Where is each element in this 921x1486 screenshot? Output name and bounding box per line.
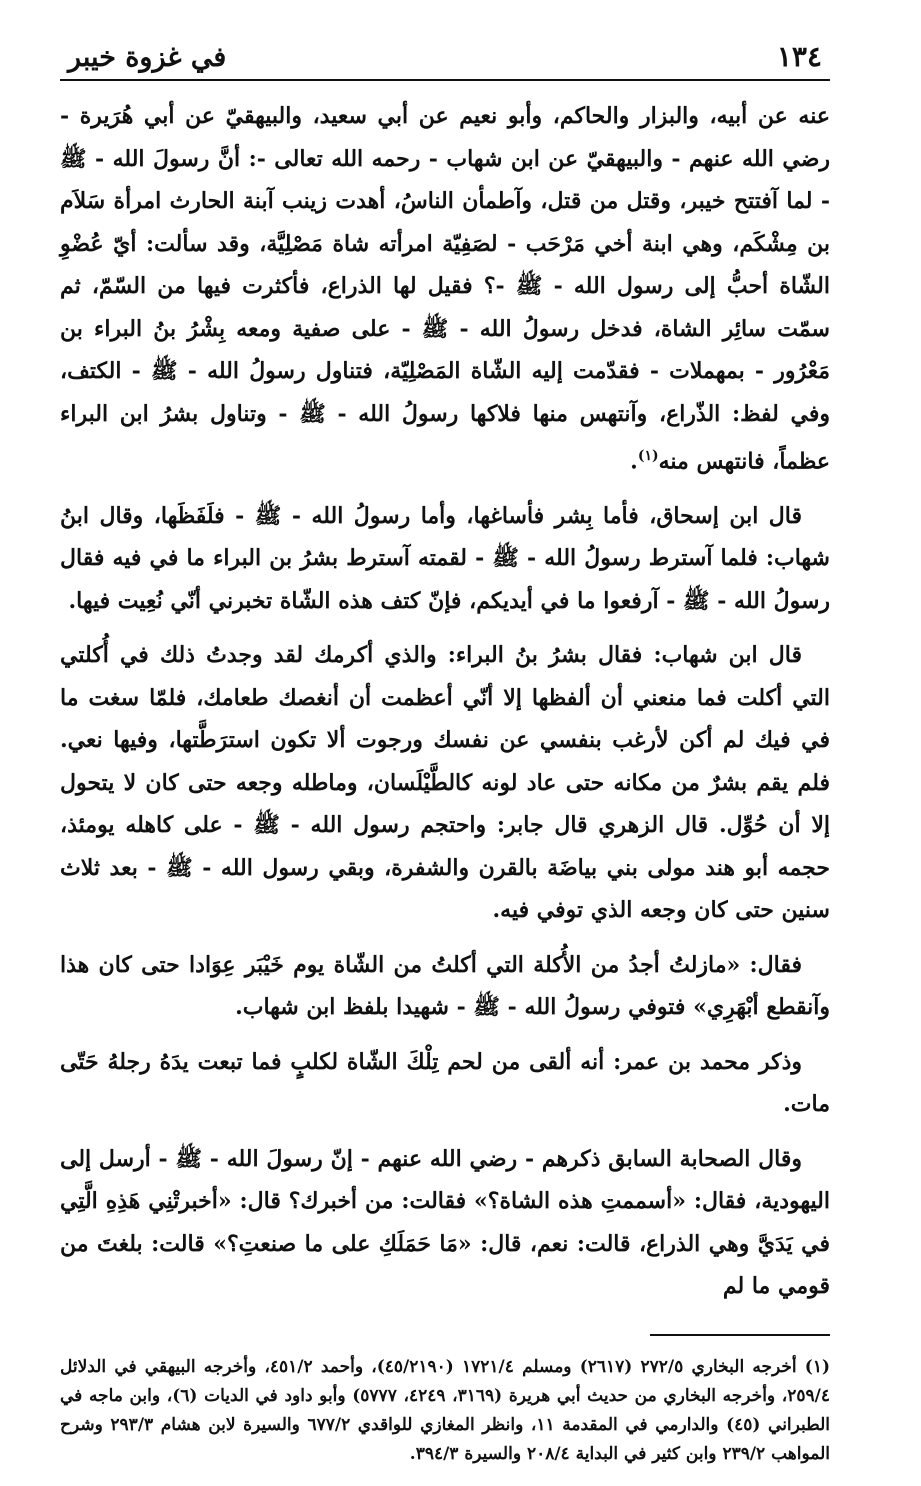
paragraph-6: وقال الصحابة السابق ذكرهم - رضي الله عنهم - إنّ رسولَ الله - ﷺ - أرسل إلى اليهودية، فقال: «أسممتِ هذه الشاة؟» فقالت: من أخبرك؟ قال: «أخبرتْنِي هَذِهِ الَّتِي في يَدَيَّ وهي الذراع، قالت: نعم، قال: «مَا حَمَلَكِ على ما صنعتِ؟» قالت: بلغتَ من قومي ما لم xyxy=(60,1145,830,1300)
footnote-reference: (١) xyxy=(637,448,659,464)
footnote: (١) أخرجه البخاري ٢٧٢/٥ (٢٦١٧) ومسلم ١٧٢١/٤ (٤٥/٢١٩٠)، وأحمد ٤٥١/٢، وأخرجه البيهقي في الدلائل ٢٥٩/٤، وأخرجه البخاري من حديث أبي هريرة (٣١٦٩، ٤٢٤٩، ٥٧٧٧) وأبو داود في الديات (٦)، وابن ماجه في الطبراني (٤٥) والدارمي في المقدمة ١١، وانظر المغازي للواقدي ٦٧٧/٢ والسيرة لابن هشام ٢٩٣/٣ وشرح المواهب ٢٣٩/٢ وابن كثير في البداية ٢٠٨/٤ والسيرة ٣٩٤/٣. xyxy=(60,1356,831,1464)
paragraph-1-text: عنه عن أبيه، والبزار والحاكم، وأبو نعيم عن أبي سعيد، والبيهقيّ عن أبي هُرَيرة - رضي الله عنهم - والبيهقيّ عن ابن شهاب - رحمه الله تعالى -: أنَّ رسولَ الله - ﷺ - لما آفتتح خيبر، وقتل من قتل، وآطمأن الناسُ، أهدت زينب آبنة الحارث امرأة سَلاَم بن مِشْكَم، وهي ابنة أخي مَرْحَب - لصَفِيّة امرأته شاة مَصْلِيَّة، وقد سألت: أيّ عُضْوِ الشّاة أحبُّ إلى رسول الله - ﷺ -؟ فقيل لها الذراع، فأكثرت فيها من السّمّ، ثم سمّت سائِر الشاة، فدخل رسولُ الله - ﷺ - على صفية ومعه بِشْرُ بنُ البراء بن مَعْرُور - بمهملات - فقدّمت إليه الشّاة المَصْلِيّة، فتناول رسولُ الله - ﷺ - الكتف، وفي لفظ: الذّراع، وآنتهس منها فلاكها رسولُ الله - ﷺ - وتناول بشرُ ابن البراء عظماً، فانتهس منه xyxy=(60,103,830,475)
page-header xyxy=(60,40,830,81)
footnote-separator xyxy=(650,1334,830,1336)
main-text xyxy=(60,95,830,1308)
paragraph-3: قال ابن شهاب: فقال بشرُ بنُ البراء: والذي أكرمك لقد وجدتُ ذلك في أُكلتي التي أكلت فما منعني أن ألفظها إلا أنّي أعظمت أن أنغصك طعامك، فلمّا سغت ما في فيك لم أكن لأرغب بنفسي عن نفسك ورجوت ألا تكون استرَطَّتها، وفيها نعي. فلم يقم بشرٌ من مكانه حتى عاد لونه كالطَّيْلَسان، وماطله وجعه حتى كان لا يتحول إلا أن حُوِّل. قال الزهري قال جابر: واحتجم رسول الله - ﷺ - على كاهله يومئذ، حجمه أبو هند مولى بني بياضَة بالقرن والشفرة، وبقي رسول الله - ﷺ - بعد ثلاث سنين حتى كان وجعه الذي توفي فيه. xyxy=(60,642,830,924)
book-page xyxy=(60,40,830,1486)
paragraph-2: قال ابن إسحاق، فأما بِشر فأساغها، وأما رسولُ الله - ﷺ - فلَفَظَها، وقال ابنُ شهاب: فلما آسترط رسولُ الله - ﷺ - لقمته آسترط بشرُ بن البراء ما في فيه فقال رسولُ الله - ﷺ - آرفعوا ما في أيديكم، فإنّ كتف هذه الشّاة تخبرني أنّي نُعِيت فيها. xyxy=(60,502,830,614)
page-number: ١٣٤ xyxy=(776,40,822,73)
paragraph-4: فقال: «مازلتُ أجدُ من الأُكلة التي أكلتُ من الشّاة يوم خَيْبَر عِوَادا حتى كان هذا وآنقطع أبْهَرِي» فتوفي رسولُ الله - ﷺ - شهيدا بلفظ ابن شهاب. xyxy=(60,951,830,1021)
paragraph-5: وذكر محمد بن عمر: أنه ألقى من لحم تِلْكَ الشّاة لكلبٍ فما تبعت يدَهُ رجلهُ حَتّى مات. xyxy=(60,1048,830,1118)
paragraph-1: عنه عن أبيه، والبزار والحاكم، وأبو نعيم عن أبي سعيد، والبيهقيّ عن أبي هُرَيرة - رضي الله عنهم - والبيهقيّ عن ابن شهاب - رحمه الله تعالى -: أنَّ رسولَ الله - ﷺ - لما آفتتح خيبر، وقتل من قتل، وآطمأن الناسُ، أهدت زينب آبنة الحارث امرأة سَلاَم بن مِشْكَم، وهي ابنة أخي مَرْحَب - لصَفِيّة امرأته شاة مَصْلِيَّة، وقد سألت: أيّ عُضْوِ الشّاة أحبُّ إلى رسول الله - ﷺ -؟ فقيل لها الذراع، فأكثرت فيها من السّمّ، ثم سمّت سائِر الشاة، فدخل رسولُ الله - ﷺ - على صفية ومعه بِشْرُ بنُ البراء بن مَعْرُور - بمهملات - فقدّمت إليه الشّاة المَصْلِيّة، فتناول رسولُ الله - ﷺ - الكتف، وفي لفظ: الذّراع، وآنتهس منها فلاكها رسولُ الله - ﷺ - وتناول بشرُ ابن البراء عظماً، فانتهس منه$^{(١)}$. xyxy=(60,103,830,475)
running-title: في غزوة خيبر xyxy=(68,42,227,73)
